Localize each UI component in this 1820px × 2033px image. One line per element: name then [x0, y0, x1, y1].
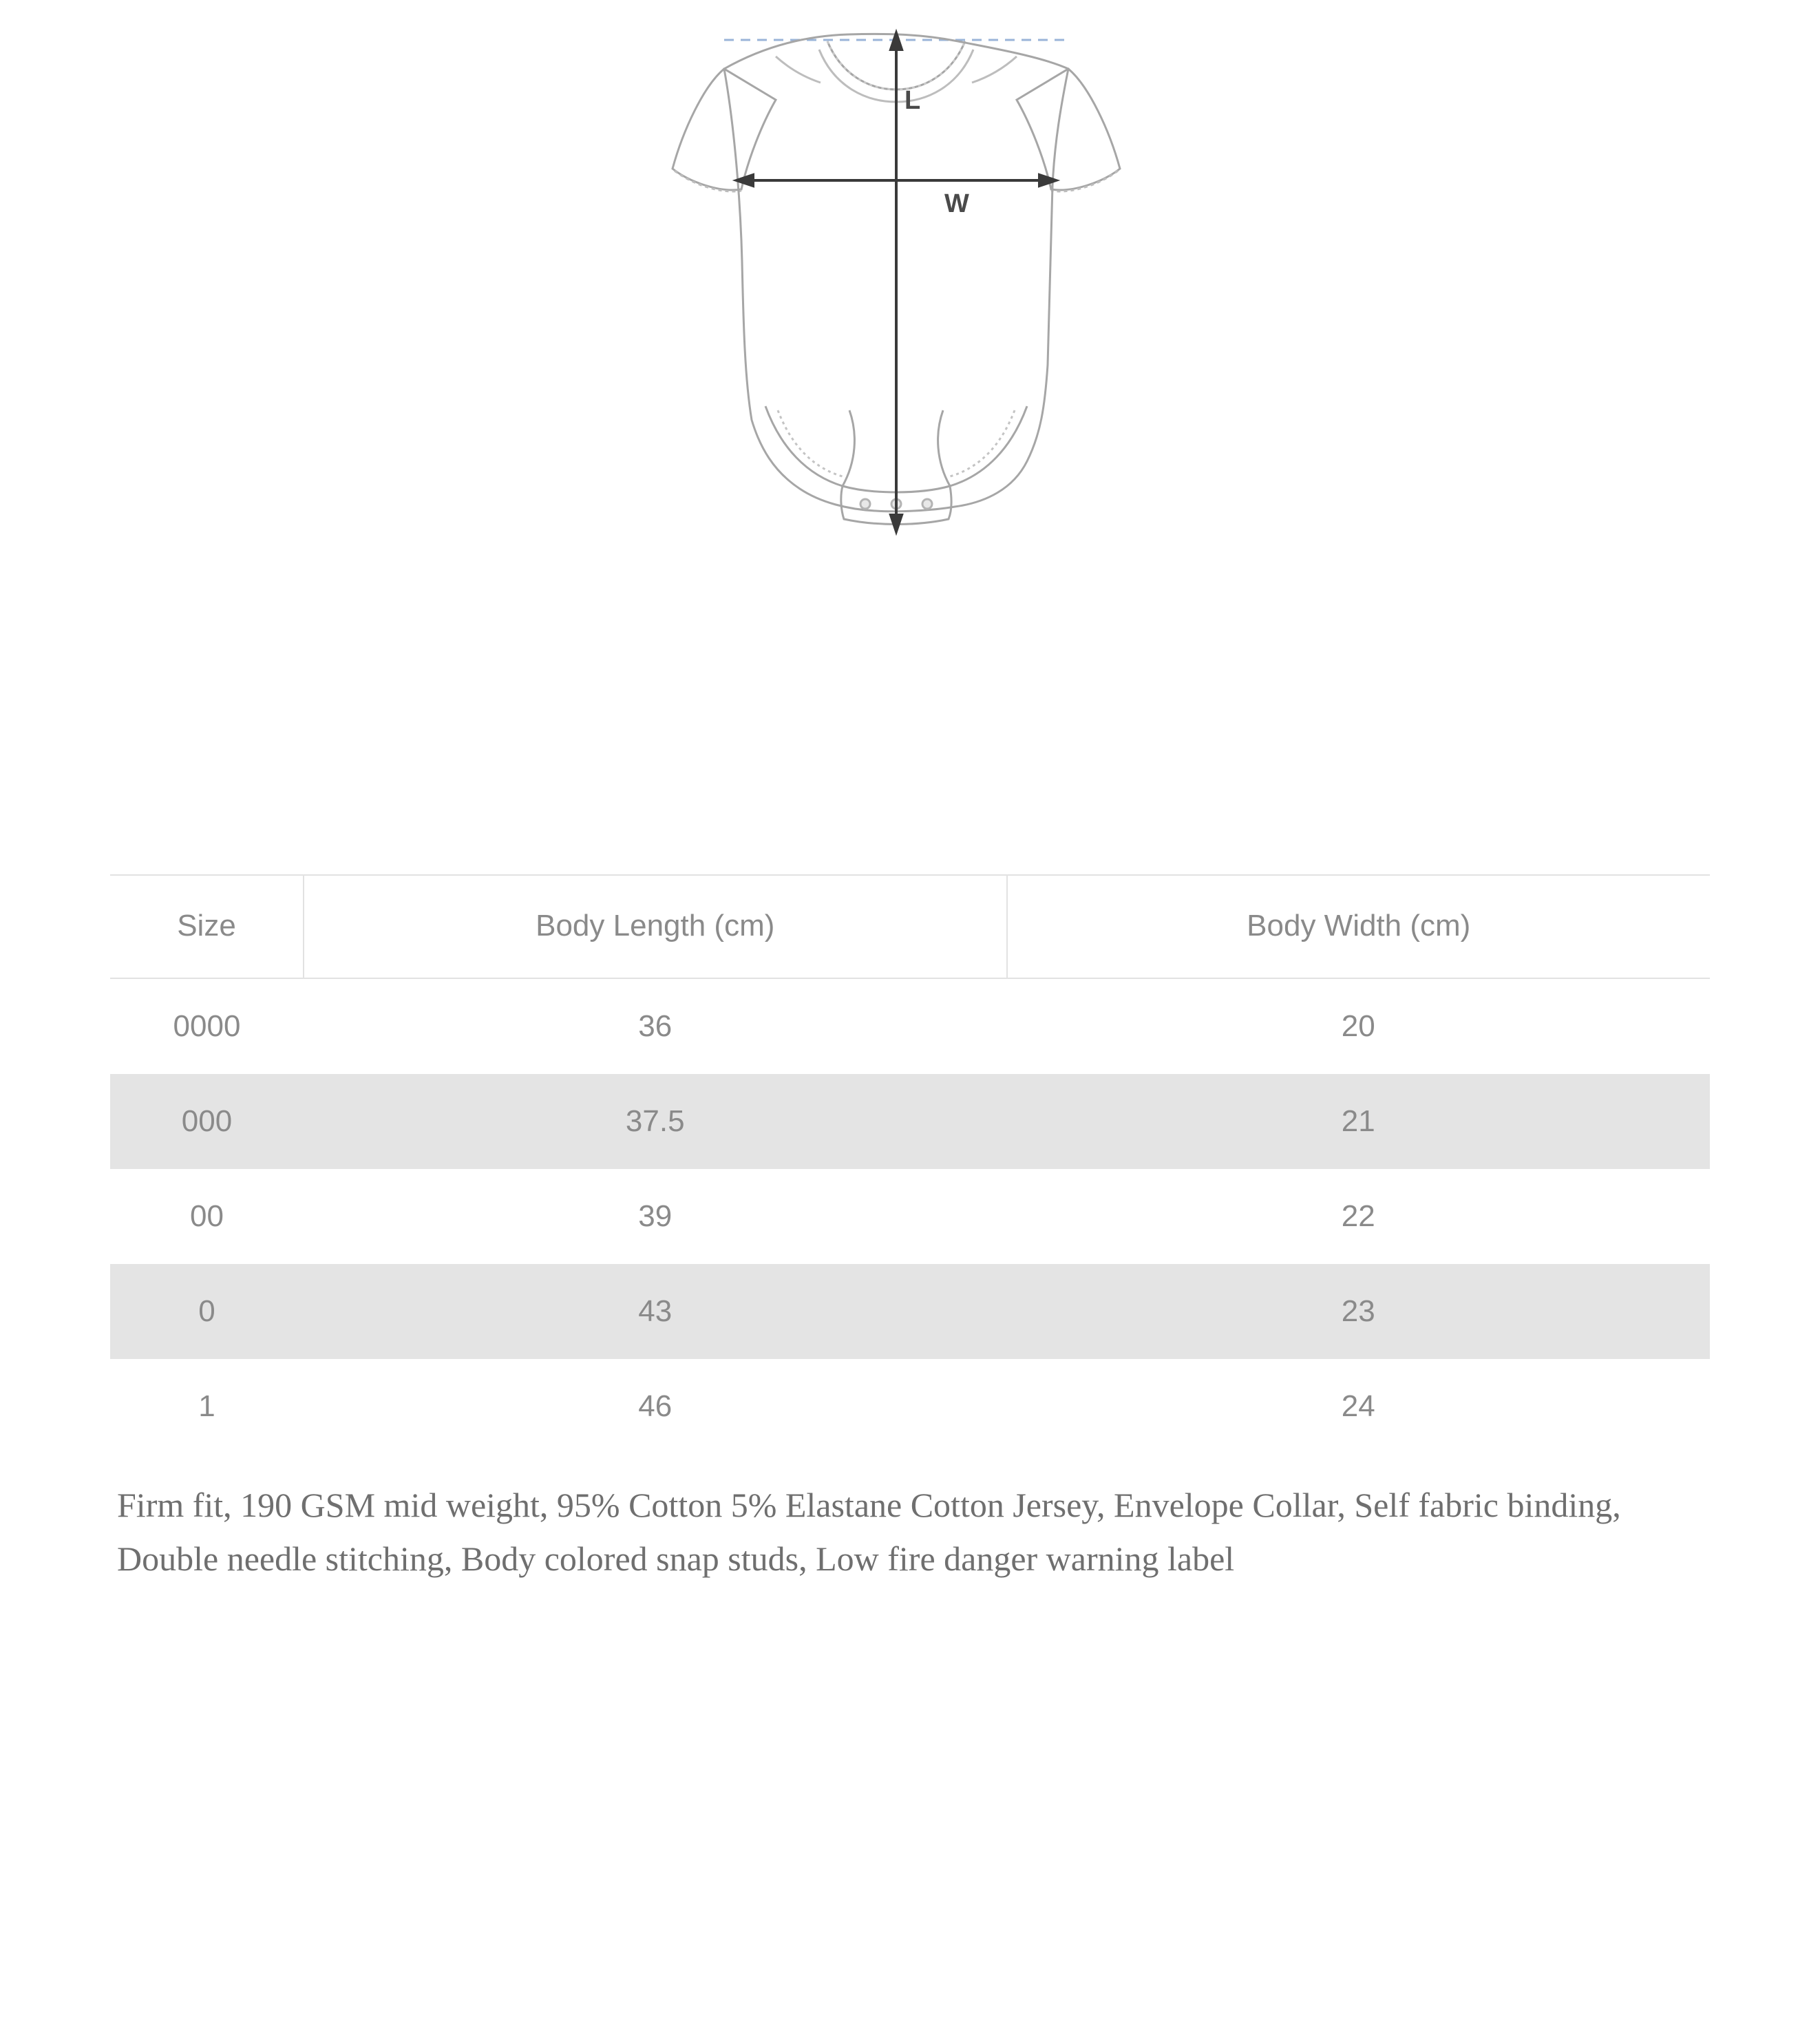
- cell-body-length: 46: [638, 1389, 673, 1423]
- column-header-size: Size: [110, 875, 304, 978]
- product-description-text: Firm fit, 190 GSM mid weight, 95% Cotton 5% Elastane Cotton Jersey, Envelope Collar, Self fabric binding, Double needle stitching, Body colored snap studs, Low fire danger warning label: [117, 1486, 1621, 1578]
- cell-body-width: 21: [1007, 1074, 1711, 1169]
- size-chart-table: [110, 874, 1710, 1454]
- table-header-row: [110, 875, 1710, 978]
- column-header-body-length: Body Length (cm): [304, 875, 1007, 978]
- cell-body-length: 36: [638, 1009, 673, 1043]
- table-row: [110, 1074, 1710, 1169]
- table-row: [110, 1359, 1710, 1454]
- garment-diagram: [0, 0, 1820, 874]
- table-row: [110, 1264, 1710, 1359]
- cell-size: 1: [198, 1389, 215, 1423]
- table-body: [110, 978, 1710, 1454]
- cell-size: 0000: [173, 1009, 241, 1043]
- column-header-body-width: Body Width (cm): [1007, 875, 1711, 978]
- cell-size: 00: [190, 1199, 224, 1233]
- length-dimension-label: L: [904, 86, 921, 115]
- cell-size: 000: [110, 1074, 304, 1169]
- cell-body-length: 43: [304, 1264, 1007, 1359]
- bodysuit-illustration-svg: [600, 21, 1220, 833]
- cell-body-length: 39: [638, 1199, 673, 1233]
- table-header: [110, 875, 1710, 978]
- cell-body-width: 24: [1341, 1389, 1375, 1423]
- cell-size: 0: [110, 1264, 304, 1359]
- size-table-container: [0, 874, 1820, 1454]
- table-row: [110, 978, 1710, 1074]
- table-row: [110, 1169, 1710, 1264]
- width-dimension-label: W: [944, 189, 969, 218]
- cell-body-width: 22: [1341, 1199, 1375, 1233]
- cell-body-length: 37.5: [304, 1074, 1007, 1169]
- cell-body-width: 20: [1341, 1009, 1375, 1043]
- product-description: [0, 1454, 1820, 1586]
- cell-body-width: 23: [1007, 1264, 1711, 1359]
